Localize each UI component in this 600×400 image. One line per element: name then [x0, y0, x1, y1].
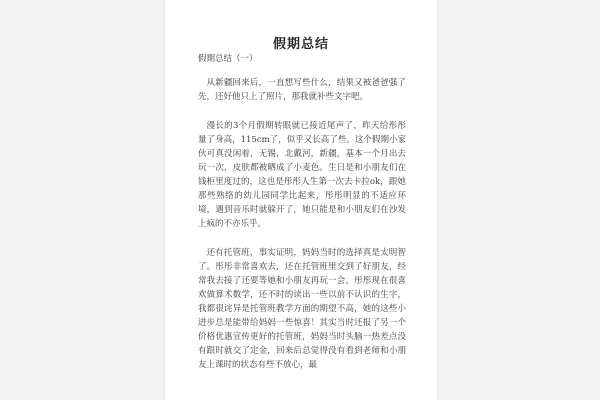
paragraph: 还有托管班，事实证明，妈妈当时的选择真是太明智了。彤彤非常喜欢去，还在托管班里交到了好朋友，经常我去接了还要等她和小朋友再玩一会。彤彤现在很喜欢做算术数学，还不时的读出一些以前不认识的生字，我都很诧异是托管班教学方面的期望不高，她的这些小进步总是能带给妈妈一些惊喜！其实当时还报了另一个价格优惠宣传更好的托管班，妈妈当时头脑一热差点没有跟时就交了定金，回来后总觉得没有看到老师和小朋友上课时的状态有些不放心，最 [198, 248, 406, 370]
document-body [198, 76, 406, 372]
paragraph: 从新疆回来后，一直想写些什么，结果又被爸爸强了先，还好他只上了照片，那我就补些文字吧。 [198, 78, 406, 102]
document-title: 假期总结 [272, 37, 329, 52]
document-page [165, 0, 437, 400]
document-subtitle: 假期总结（一） [198, 54, 258, 64]
paragraph: 漫长的3个月假期转眼就已接近尾声了，昨天给彤彤量了身高，115cm了，似乎又长高了些。这个假期小家伙可真没闲着，无锡，北戴河，新疆，基本一个月出去玩一次，皮肤都被晒成了小麦色。生日是和小朋友们在钱柜里度过的，这也是彤彤人生第一次去卡拉ok，跟她那些熟络的幼儿园同学比起来，彤彤明显的不适应环境，遇到音乐时就躲开了，她只能是和小朋友们在沙发上疯的不亦乐乎。 [198, 121, 406, 229]
